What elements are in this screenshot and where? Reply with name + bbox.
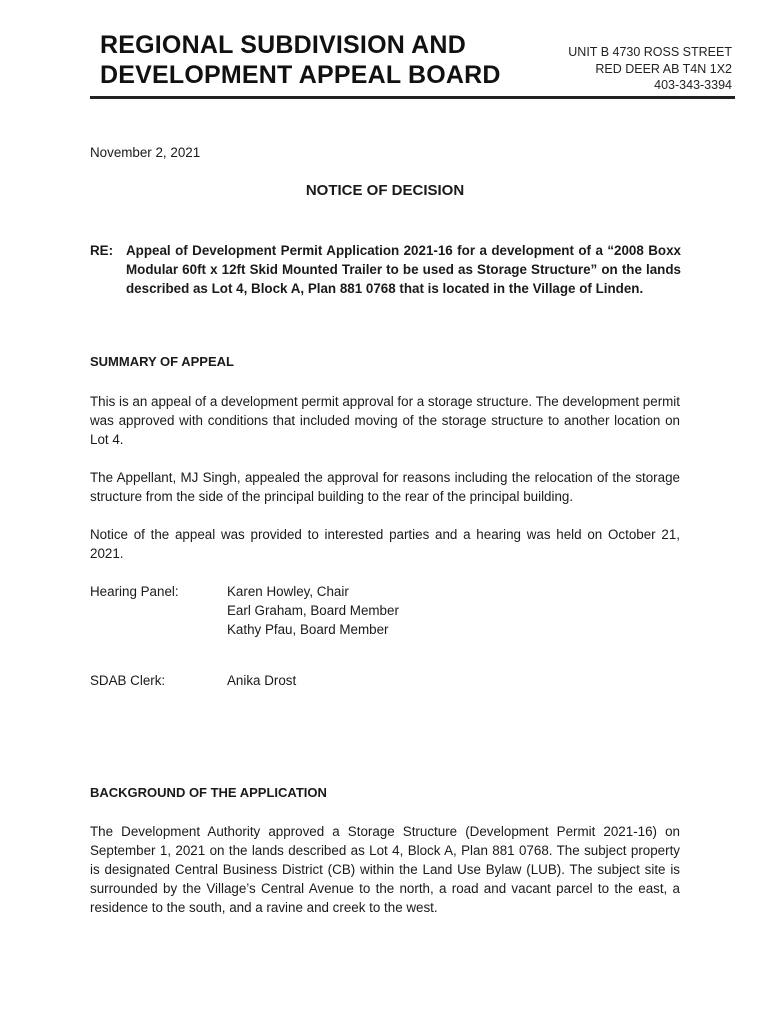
clerk-label: SDAB Clerk:	[90, 673, 166, 688]
summary-paragraph-2: The Appellant, MJ Singh, appealed the approval for reasons including the relocation of the storage structure from the side of the principal building to the rear of the principal building.	[90, 470, 680, 504]
panel-member: Karen Howley, Chair	[227, 584, 349, 599]
board-title-line1: REGIONAL SUBDIVISION AND	[100, 31, 466, 59]
background-paragraph: The Development Authority approved a Storage Structure (Development Permit 2021-16) on September 1, 2021 on the lands described as Lot 4, Block A, Plan 881 0768. The subject property is designated Central Business District (CB) within the Land Use Bylaw (LUB). The subject site is surrounded by the Village’s Central Avenue to the north, a road and vacant parcel to the east, a residence to the south, and a ravine and creek to the west.	[90, 824, 680, 915]
background-heading: BACKGROUND OF THE APPLICATION	[90, 785, 327, 800]
board-title	[100, 30, 530, 90]
panel-member: Earl Graham, Board Member	[227, 603, 399, 618]
clerk-name: Anika Drost	[227, 673, 297, 688]
summary-heading: SUMMARY OF APPEAL	[90, 354, 234, 369]
re-label: RE:	[90, 243, 114, 258]
hearing-panel-label: Hearing Panel:	[90, 584, 179, 599]
notice-title: NOTICE OF DECISION	[305, 182, 465, 199]
board-address	[472, 44, 732, 94]
summary-paragraph-3: Notice of the appeal was provided to interested parties and a hearing was held on October 21, 2021.	[90, 527, 680, 561]
letter-date: November 2, 2021	[90, 145, 201, 160]
summary-paragraph-1: This is an appeal of a development permit approval for a storage structure. The development permit was approved with conditions that included moving of the storage structure to another location on Lot 4.	[90, 394, 680, 447]
address-phone: 403-343-3394	[654, 78, 732, 92]
header-divider	[90, 96, 735, 99]
re-subject: Appeal of Development Permit Application 2021-16 for a development of a “2008 Boxx Modular 60ft x 12ft Skid Mounted Trailer to be used as Storage Structure” on the lands described as Lot 4, Block A, Plan 881 0768 that is located in the Village of Linden.	[126, 243, 681, 296]
panel-member: Kathy Pfau, Board Member	[227, 622, 389, 637]
address-street: UNIT B 4730 ROSS STREET	[568, 45, 732, 59]
hearing-panel-members	[227, 582, 399, 639]
board-title-line2: DEVELOPMENT APPEAL BOARD	[100, 61, 501, 89]
address-city: RED DEER AB T4N 1X2	[595, 61, 732, 76]
